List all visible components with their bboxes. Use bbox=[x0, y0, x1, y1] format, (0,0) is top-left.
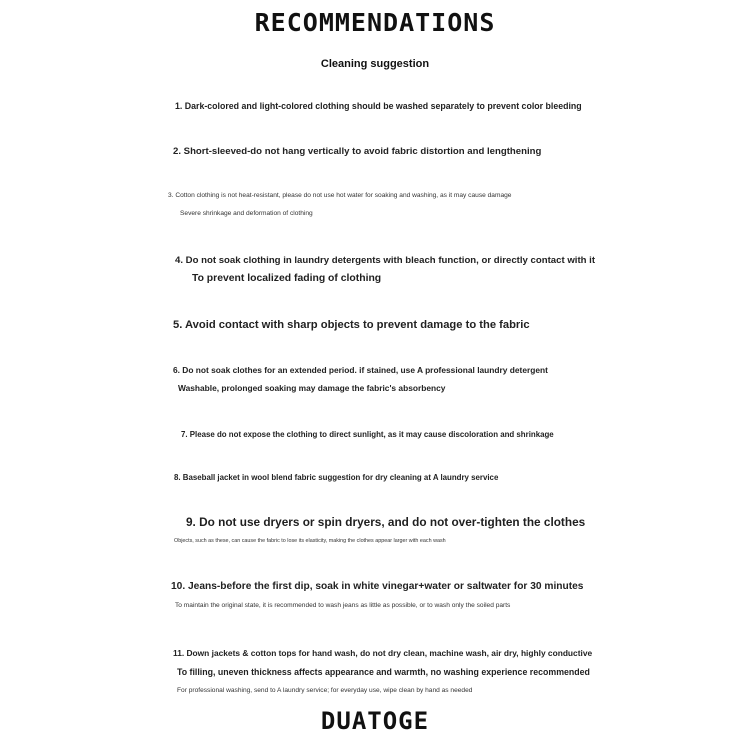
item-11-line-2: To filling, uneven thickness affects appearance and warmth, no washing experience recommended bbox=[177, 667, 590, 677]
item-4-line-2: To prevent localized fading of clothing bbox=[192, 273, 382, 284]
item-11-line-1: 11. Down jackets & cotton tops for hand wash, do not dry clean, machine wash, air dry, highly conductive bbox=[173, 648, 593, 658]
item-8-line-1: 8. Baseball jacket in wool blend fabric suggestion for dry cleaning at A laundry service bbox=[174, 473, 499, 482]
item-9-line-1: 9. Do not use dryers or spin dryers, and do not over-tighten the clothes bbox=[186, 515, 586, 529]
item-1-line-1: 1. Dark-colored and light-colored clothing should be washed separately to prevent color bleeding bbox=[175, 101, 582, 111]
item-6-line-2: Washable, prolonged soaking may damage the fabric's absorbency bbox=[178, 383, 446, 393]
section-subtitle: Cleaning suggestion bbox=[320, 58, 430, 70]
brand-logo-text: DUATOGE bbox=[320, 707, 430, 735]
item-3-line-1: 3. Cotton clothing is not heat-resistant, please do not use hot water for soaking and washing, as it may cause damage bbox=[168, 192, 512, 199]
item-6-line-1: 6. Do not soak clothes for an extended period. if stained, use A professional laundry detergent bbox=[173, 365, 548, 375]
item-5-line-1: 5. Avoid contact with sharp objects to prevent damage to the fabric bbox=[173, 319, 530, 331]
item-2-line-1: 2. Short-sleeved-do not hang vertically to avoid fabric distortion and lengthening bbox=[173, 146, 542, 157]
item-10-line-1: 10. Jeans-before the first dip, soak in white vinegar+water or saltwater for 30 minutes bbox=[171, 581, 584, 592]
item-7-line-1: 7. Please do not expose the clothing to direct sunlight, as it may cause discoloration and shrinkage bbox=[181, 430, 554, 439]
item-4-line-1: 4. Do not soak clothing in laundry detergents with bleach function, or directly contact with it bbox=[175, 255, 596, 266]
page-title: RECOMMENDATIONS bbox=[254, 8, 496, 37]
item-3-line-2: Severe shrinkage and deformation of clothing bbox=[180, 210, 313, 217]
item-10-line-2: To maintain the original state, it is recommended to wash jeans as little as possible, or to wash only the soiled parts bbox=[175, 602, 511, 609]
item-11-line-3: For professional washing, send to A laundry service; for everyday use, wipe clean by hand as needed bbox=[177, 687, 473, 694]
item-9-line-2: Objects, such as these, can cause the fabric to lose its elasticity, making the clothes appear larger with each wash bbox=[174, 538, 446, 544]
